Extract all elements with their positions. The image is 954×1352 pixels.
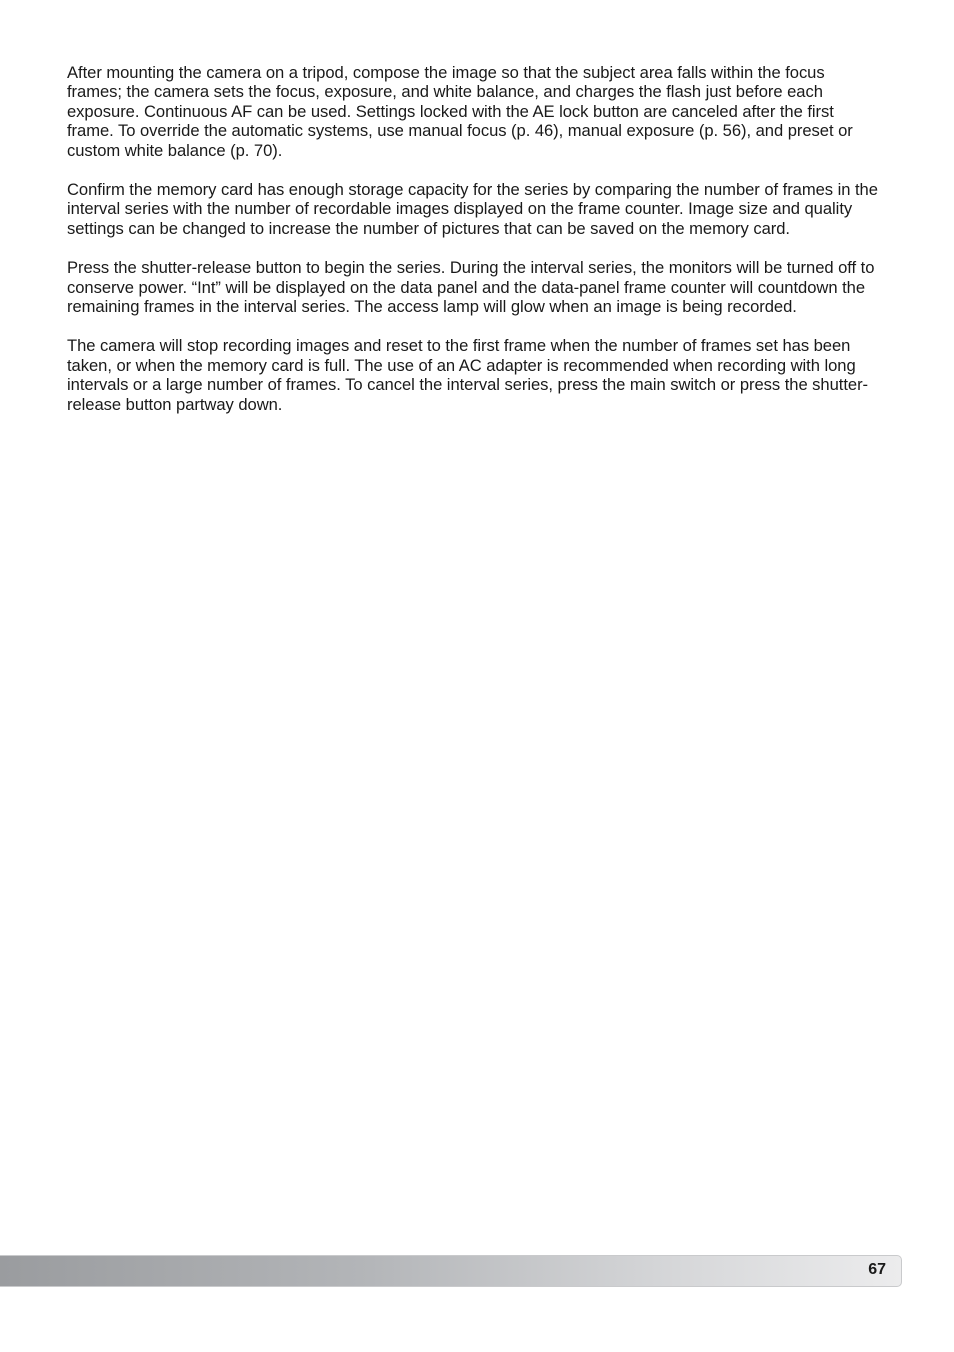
paragraph-begin-series: Press the shutter-release button to begin the series. During the interval series, the monitors will be turned off to conserve power. “Int” will be displayed on the data panel and the data-panel frame counter will countdown the remaining frames in the interval series. The access lamp will glow when an image is being recorded.	[67, 258, 875, 317]
page-number: 67	[868, 1261, 886, 1278]
paragraph-tripod-setup: After mounting the camera on a tripod, compose the image so that the subject area falls within the focus frames; the camera sets the focus, exposure, and white balance, and charges the flash just before each exposure. Continuous AF can be used. Settings locked with the AE lock button are canceled after the first frame. To override the automatic systems, use manual focus (p. 46), manual exposure (p. 56), and preset or custom white balance (p. 70).	[67, 63, 853, 160]
footer-bar	[0, 1255, 902, 1287]
paragraph-stop-series: The camera will stop recording images and reset to the first frame when the number of frames set has been taken, or when the memory card is full. The use of an AC adapter is recommended when recording with long intervals or a large number of frames. To cancel the interval series, press the main switch or press the shutter-release button partway down.	[67, 336, 869, 414]
paragraph-memory-capacity: Confirm the memory card has enough storage capacity for the series by comparing the number of frames in the interval series with the number of recordable images displayed on the frame counter. Image size and quality settings can be changed to increase the number of pictures that can be saved on the memory card.	[67, 180, 878, 238]
body-text	[67, 63, 882, 434]
